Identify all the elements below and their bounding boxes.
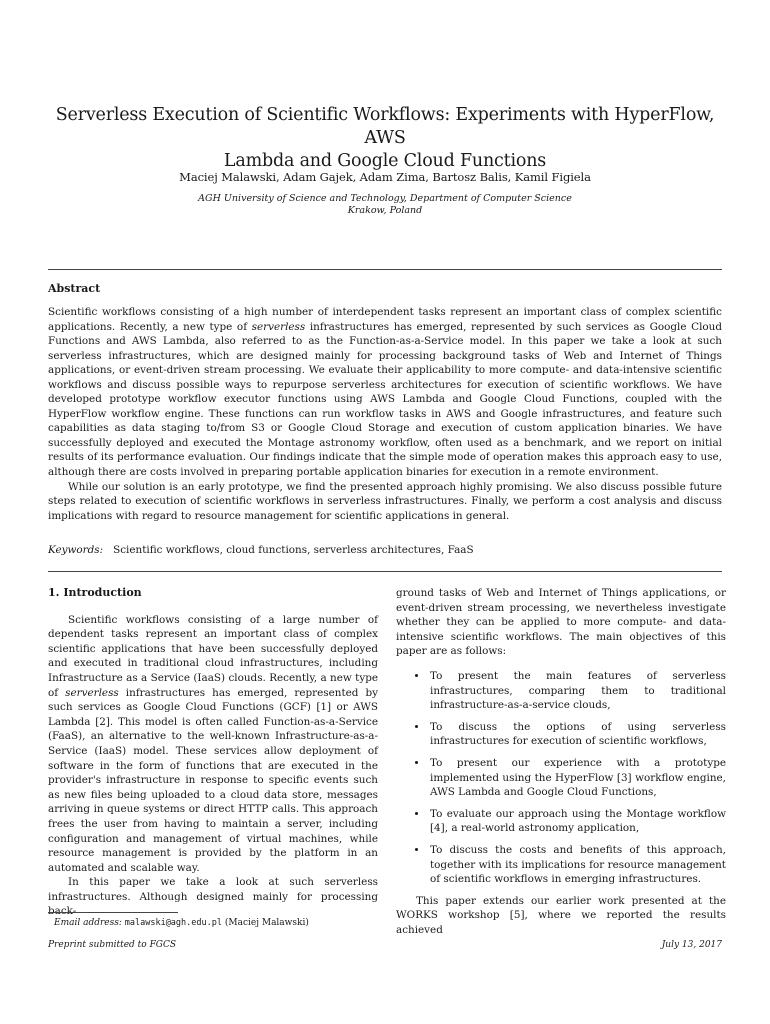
footnote-name: (Maciej Malawski) <box>224 918 309 928</box>
abstract-body <box>48 305 722 523</box>
abstract-bottom-rule <box>48 571 722 572</box>
abstract-heading: Abstract <box>48 282 101 295</box>
abstract-top-rule <box>48 269 722 270</box>
abstract-text: Scientific workflows consisting of a high number of interdependent tasks represent an important class of complex scientific applications. Recently, a new type of <box>48 306 722 333</box>
right-column <box>396 586 726 937</box>
affiliation: AGH University of Science and Technology, Department of Computer Science <box>198 193 572 204</box>
abstract-paragraph: While our solution is an early prototype, we find the presented approach highly promising. We also discuss possible future steps related to execution of scientific workflows in serverless infrastructures. Finally, we perform a cost analysis and discuss implications with regard to resource management for scientific applications in general. <box>48 480 722 522</box>
location: Krakow, Poland <box>347 205 423 216</box>
intro-text: infrastructures has emerged, represented by such services as Google Cloud Functions (GCF) [1] or AWS Lambda [2]. This model is often called Function-as-a-Service (FaaS), an alternative to the well-known Infrastructure-as-a-Service (IaaS) model. These services allow deployment of software in the form of functions that are executed in the provider's infrastructure in response to specific events such as new files being uploaded to a cloud data store, messages arriving in queue systems or direct HTTP calls. This approach frees the user from having to maintain a server, including configuration and management of virtual machines, while resource management is provided by the platform in an automated and scalable way. <box>48 686 378 874</box>
paper-title <box>40 104 730 173</box>
list-item: • To present the main features of serverless infrastructures, comparing them to traditional infrastructure-as-a-service clouds, <box>428 669 726 713</box>
footnote-rule <box>48 912 178 913</box>
footnote <box>54 918 309 928</box>
objectives-list <box>396 669 726 887</box>
title-line-2: Lambda and Google Cloud Functions <box>223 151 547 171</box>
keywords-label: Keywords: <box>48 544 104 556</box>
left-column <box>48 586 378 919</box>
intro-text: Scientific workflows consisting of a large number of dependent tasks represent an important class of complex scientific applications that have been successfully deployed and executed in traditional cloud infrastructures, including Infrastructure as a Service (IaaS) clouds. Recently, a new type of <box>48 613 378 699</box>
list-item: • To discuss the options of using serverless infrastructures for execution of scientific workflows, <box>428 720 726 749</box>
abstract-emphasis: serverless <box>251 320 306 333</box>
keywords <box>48 544 474 556</box>
abstract-paragraph <box>48 305 722 480</box>
author-list: Maciej Malawski, Adam Gajek, Adam Zima, Bartosz Balis, Kamil Figiela <box>179 170 591 184</box>
abstract-text: infrastructures has emerged, represented by such services as Google Cloud Functions and AWS Lambda, also referred to as the Function-as-a-Service model. In this paper we take a look at such serverless infrastructures, which are designed mainly for processing background tasks of Web and Internet of Things applications, or event-driven stream processing. We evaluate their applicability to more compute- and data-intensive scientific workflows and discuss possible ways to repurpose serverless architectures for execution of scientific workflows. We have developed prototype workflow executor functions using AWS Lambda and Google Cloud Functions, coupled with the HyperFlow workflow engine. These functions can run workflow tasks in AWS and Google infrastructures, and feature such capabilities as data staging to/from S3 or Google Cloud Storage and execution of custom application binaries. We have successfully deployed and executed the Montage astronomy workflow, often used as a benchmark, and we report on initial results of its performance evaluation. Our findings indicate that the simple mode of operation makes this approach easy to use, although there are costs involved in preparing portable application binaries for execution in a remote environment. <box>48 320 722 479</box>
preprint-notice: Preprint submitted to FGCS <box>48 940 177 950</box>
section-heading-introduction: 1. Introduction <box>48 586 142 599</box>
intro-emphasis: serverless <box>65 686 119 699</box>
author-email[interactable]: malawski@agh.edu.pl <box>124 918 222 928</box>
intro-paragraph <box>48 613 378 876</box>
list-item: • To evaluate our approach using the Montage workflow [4], a real-world astronomy application, <box>428 807 726 836</box>
list-item: • To discuss the costs and benefits of this approach, together with its implications for resource management of scientific workflows in emerging infrastructures. <box>428 843 726 887</box>
list-item: • To present our experience with a prototype implemented using the HyperFlow [3] workflow engine, AWS Lambda and Google Cloud Functions, <box>428 756 726 800</box>
intro-paragraph: ground tasks of Web and Internet of Things applications, or event-driven stream processing, we nevertheless investigate whether they can be applied to more compute- and data-intensive scientific workflows. The main objectives of this paper are as follows: <box>396 587 726 658</box>
keywords-value: Scientific workflows, cloud functions, serverless architectures, FaaS <box>113 544 474 556</box>
title-line-1: Serverless Execution of Scientific Workflows: Experiments with HyperFlow, AWS <box>55 105 715 148</box>
intro-paragraph: This paper extends our earlier work presented at the WORKS workshop [5], where we reported the results achieved <box>396 894 726 936</box>
intro-paragraph: In this paper we take a look at such serverless infrastructures. Although designed mainly for processing back- <box>48 876 378 918</box>
preprint-date: July 13, 2017 <box>661 940 722 950</box>
footnote-label: Email address: <box>54 918 122 928</box>
